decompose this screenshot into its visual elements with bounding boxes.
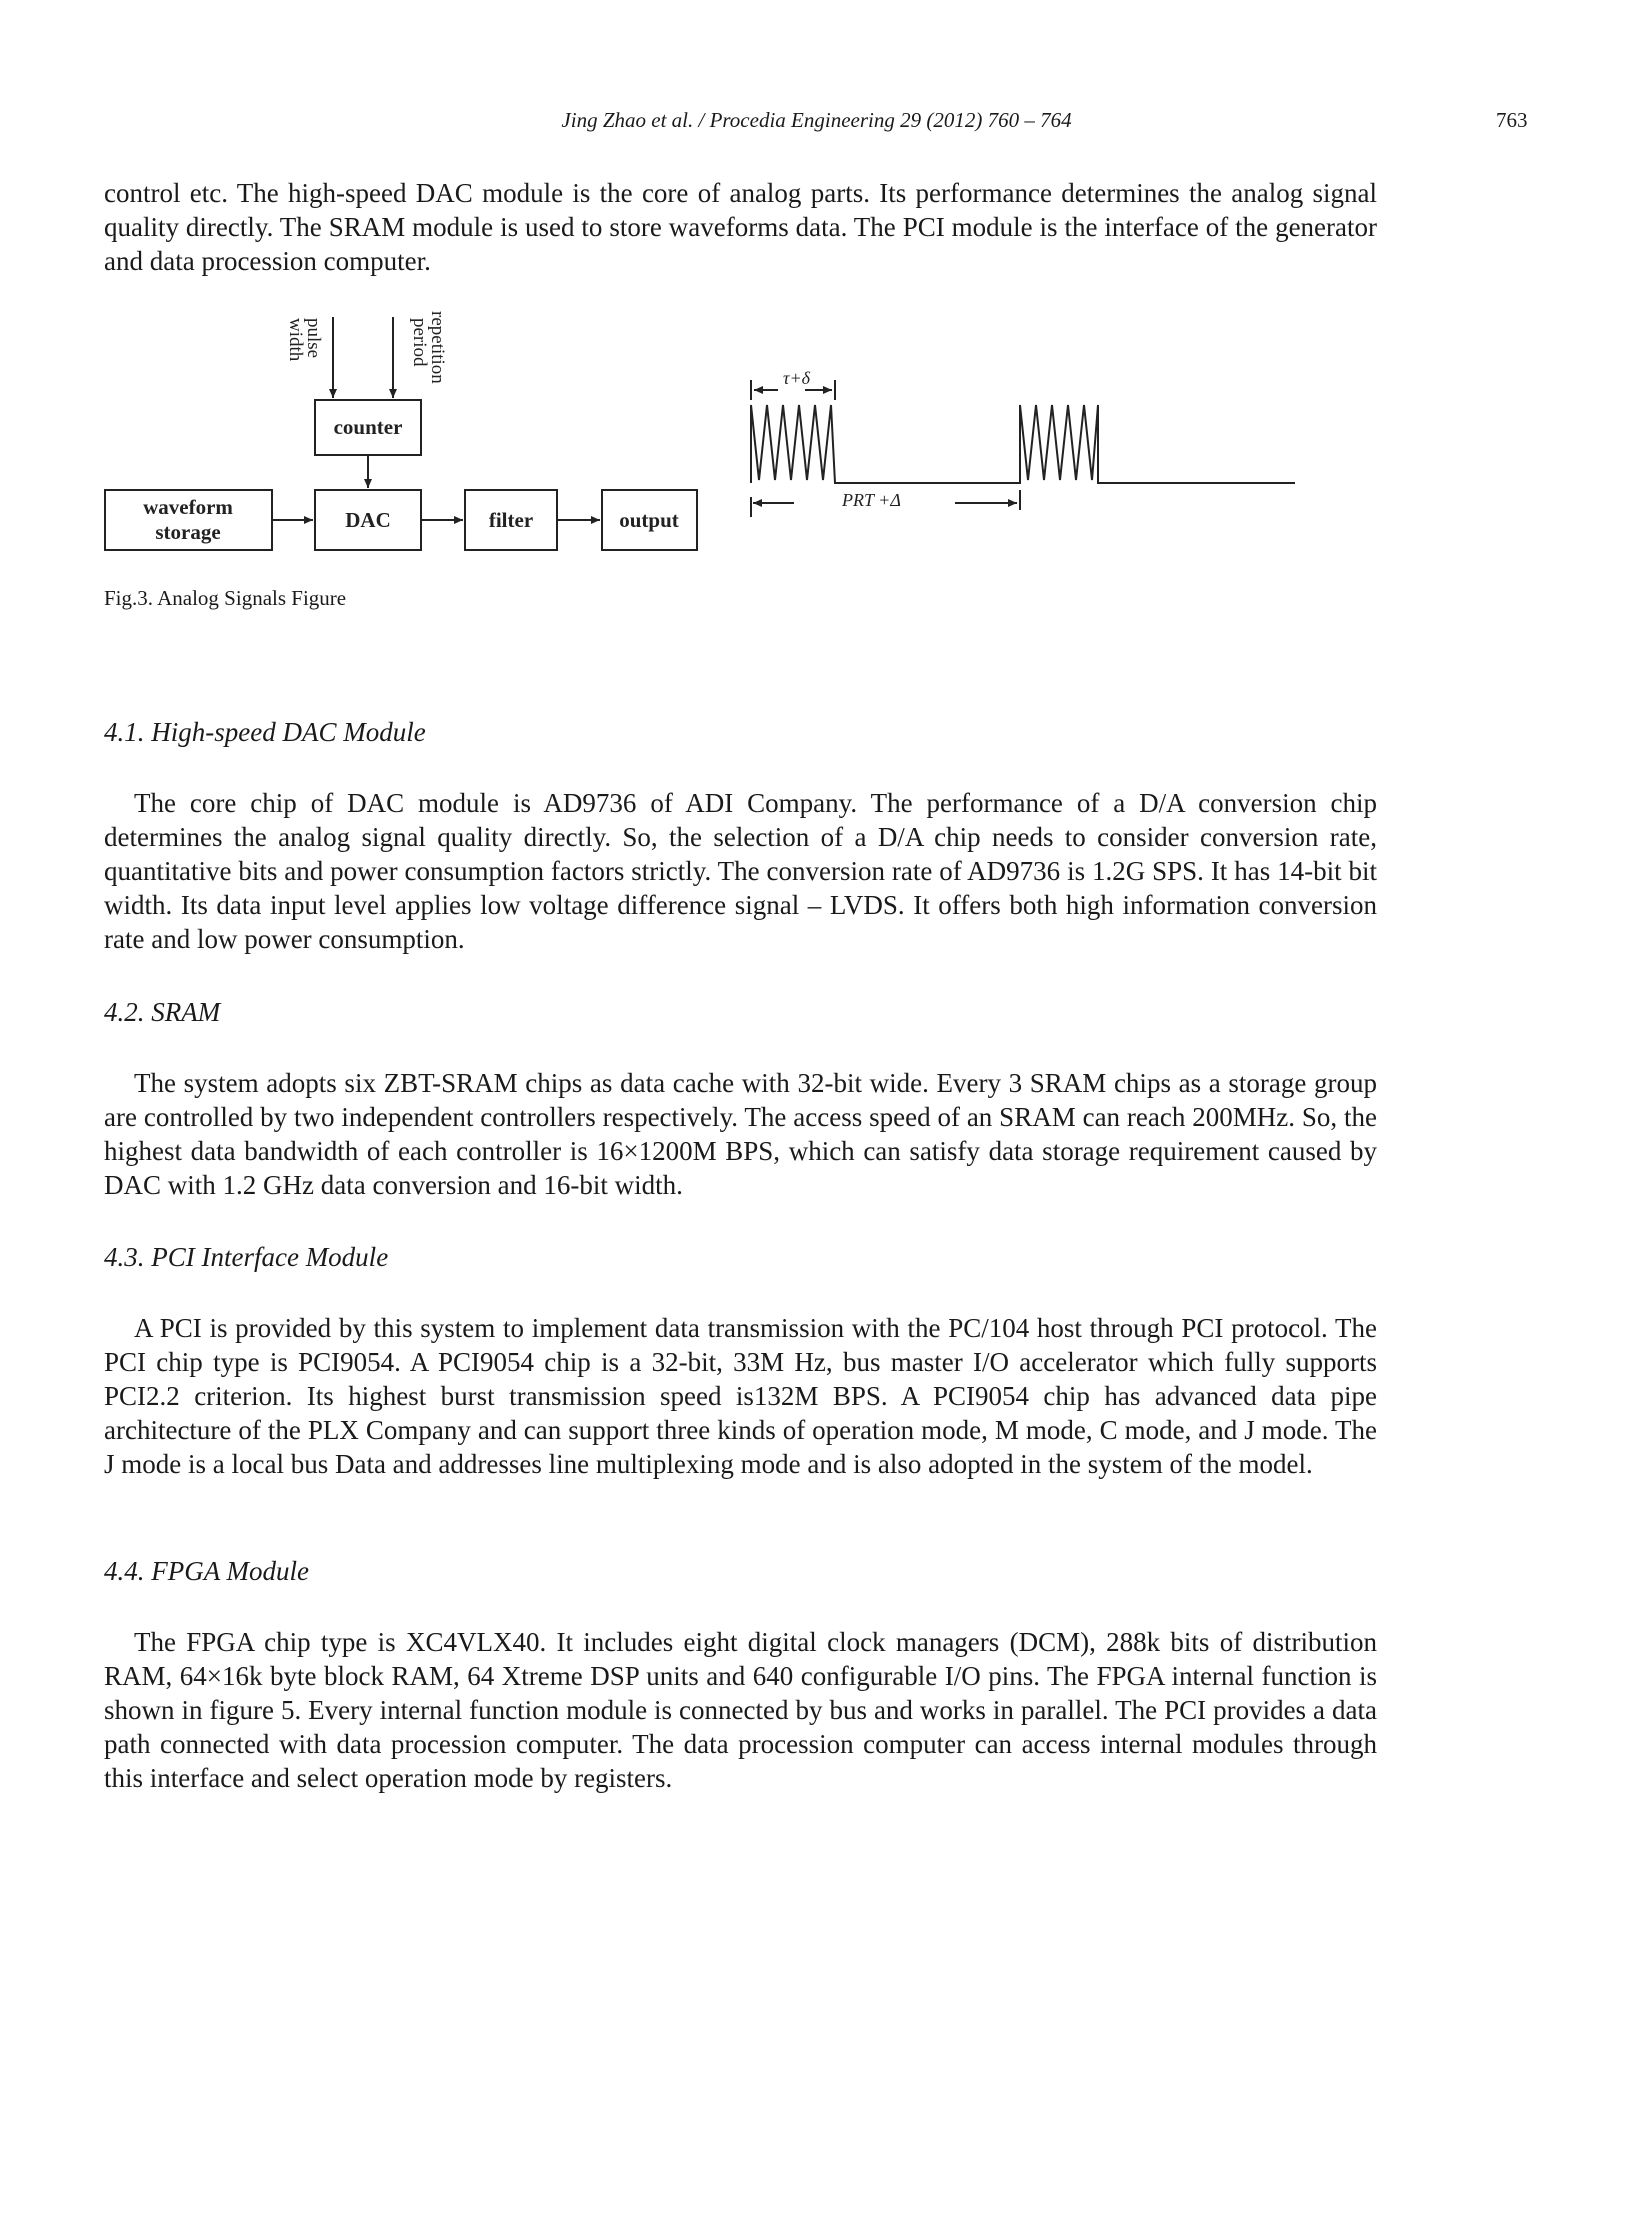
- section-heading-dac: 4.1. High-speed DAC Module: [104, 717, 426, 747]
- figure-drawing: [95, 305, 1320, 565]
- waveform-storage-label-1: waveform: [143, 495, 233, 519]
- period-label: period: [409, 318, 430, 367]
- waveform-storage-label-2: storage: [155, 520, 221, 544]
- width-label: width: [285, 318, 306, 362]
- section-text-sram: The system adopts six ZBT-SRAM chips as data cache with 32-bit wide. Every 3 SRAM chips as a storage group are controlled by two independent controllers respectively. The access speed of an SRAM can reach 200MHz. So, the highest data bandwidth of each controller is 16×1200M BPS, which can satisfy data storage requirement caused by DAC with 1.2 GHz data conversion and 16-bit width.: [104, 1068, 1377, 1200]
- repetition-interval-label: PRT +Δ: [842, 490, 901, 510]
- pulse-waveform: [751, 405, 1295, 483]
- section-text-dac: The core chip of DAC module is AD9736 of ADI Company. The performance of a D/A conversion chip determines the analog signal quality directly. So, the selection of a D/A chip needs to consider conversion rate, quantitative bits and power consumption factors strictly. The conversion rate of AD9736 is 1.2G SPS. It has 14-bit bit width. Its data input level applies low voltage difference signal – LVDS. It offers both high information conversion rate and low power consumption.: [104, 788, 1377, 954]
- intro-paragraph: control etc. The high-speed DAC module is the core of analog parts. Its performance determines the analog signal quality directly. The SRAM module is used to store waveforms data. The PCI module is the interface of the generator and data procession computer.: [104, 178, 1377, 276]
- analog-signals-figure: [95, 305, 1320, 565]
- dac-label: DAC: [345, 508, 391, 532]
- section-text-fpga: The FPGA chip type is XC4VLX40. It includes eight digital clock managers (DCM), 288k bits of distribution RAM, 64×16k byte block RAM, 64 Xtreme DSP units and 640 configurable I/O pins. The FPGA internal function is shown in figure 5. Every internal function module is connected by bus and works in parallel. The PCI provides a data path connected with data procession computer. The data procession computer can access internal modules through this interface and select operation mode by registers.: [104, 1627, 1377, 1793]
- section-heading-pci: 4.3. PCI Interface Module: [104, 1242, 389, 1272]
- counter-label: counter: [333, 415, 403, 439]
- section-heading-fpga: 4.4. FPGA Module: [104, 1556, 309, 1586]
- section-text-pci: A PCI is provided by this system to implement data transmission with the PC/104 host through PCI protocol. The PCI chip type is PCI9054. A PCI9054 chip is a 32-bit, 33M Hz, bus master I/O accelerator which fully supports PCI2.2 criterion. Its highest burst transmission speed is132M BPS. A PCI9054 chip has advanced data pipe architecture of the PLX Company and can support three kinds of operation mode, M mode, C mode, and J mode. The J mode is a local bus Data and addresses line multiplexing mode and is also adopted in the system of the model.: [104, 1313, 1377, 1479]
- output-label: output: [619, 508, 679, 532]
- filter-label: filter: [488, 508, 534, 532]
- page-number: 763: [1496, 108, 1528, 132]
- figure-caption: Fig.3. Analog Signals Figure: [104, 586, 347, 610]
- repetition-label: repetition: [427, 311, 448, 384]
- pulse-label: pulse: [303, 318, 324, 359]
- pulse-duration-label: τ+δ: [783, 368, 810, 388]
- section-heading-sram: 4.2. SRAM: [104, 997, 221, 1027]
- running-head: Jing Zhao et al. / Procedia Engineering 29 (2012) 760 – 764: [561, 108, 1072, 132]
